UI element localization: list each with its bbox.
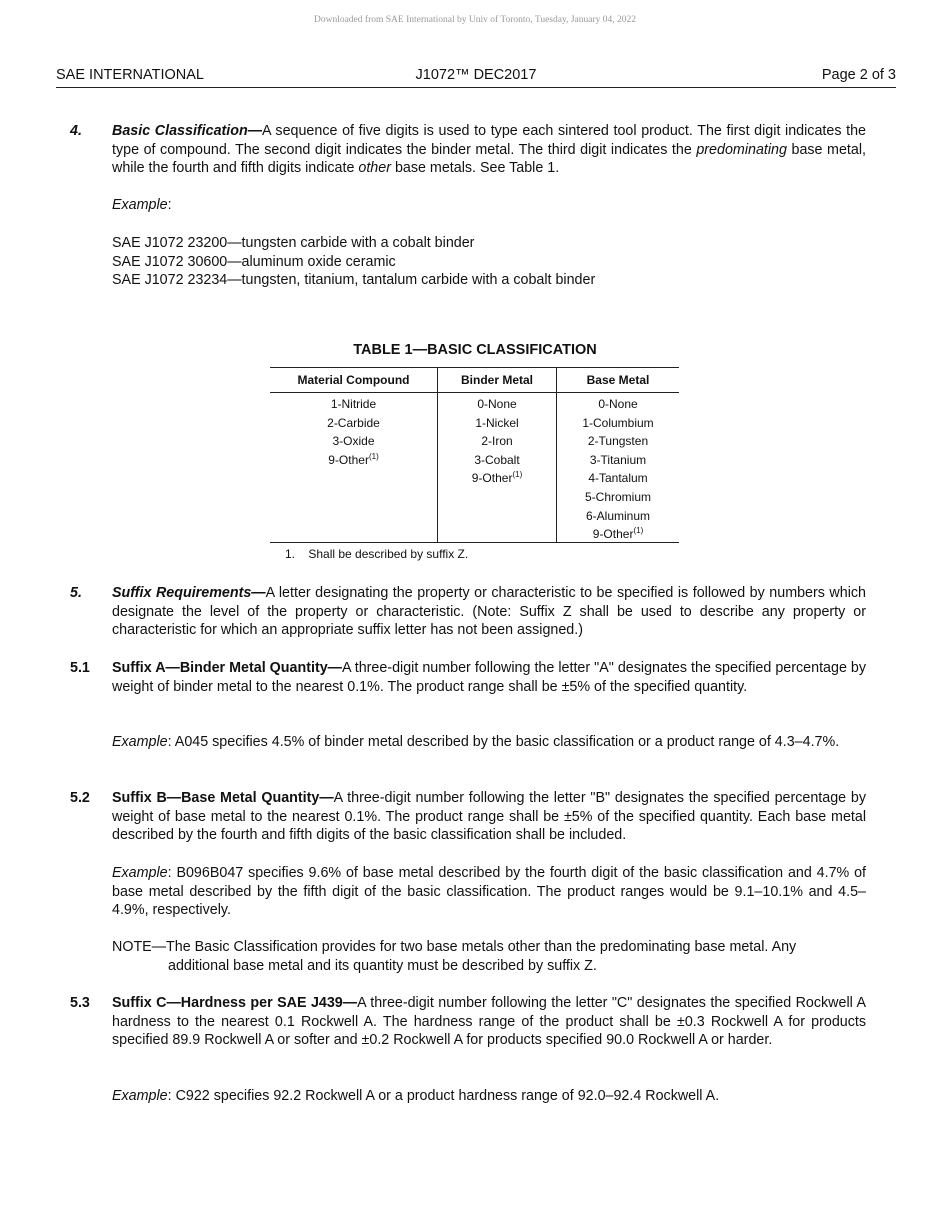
example-line: SAE J1072 30600—aluminum oxide ceramic: [112, 253, 396, 270]
footnote-mark: (1): [368, 451, 379, 461]
section-5-2-example: Example: B096B047 specifies 9.6% of base metal described by the fourth digit of the basic classification and 4.7% of base metal described by the fifth digit of the basic classification. The product ranges would be 9.1–10.1% and 4.5–4.9%, respectively.: [112, 865, 866, 919]
section-5-2-note: NOTE—The Basic Classification provides for two base metals other than the predominating base metal. Any additional base metal and its quantity must be described by suffix Z.: [112, 939, 797, 974]
section-4-number: 4.: [70, 123, 82, 139]
table-cell: 2-Iron: [481, 434, 513, 449]
table-cell: 1-Nickel: [475, 415, 519, 430]
section-5-paragraph: Suffix Requirements—A letter designating the property or characteristic to be specified is followed by numbers which designate the level of the property or characteristic. (Note: Suffix Z shall be used to describe any property or characteristic for which an appropriate suffix letter has not been assigned.): [112, 585, 866, 639]
section-5-1-number: 5.1: [70, 660, 90, 676]
table-header: Material Compound: [270, 368, 437, 393]
table-cell: 5-Chromium: [584, 489, 651, 504]
section-5-3-number: 5.3: [70, 995, 90, 1011]
page-header: [56, 65, 896, 88]
download-watermark: Downloaded from SAE International by Univ of Toronto, Tuesday, January 04, 2022: [313, 15, 637, 25]
table-caption: TABLE 1—BASIC CLASSIFICATION: [353, 342, 597, 358]
table-cell: 3-Cobalt: [474, 452, 520, 467]
section-4-example-label: Example:: [112, 197, 172, 213]
section-5-1-example: Example: A045 specifies 4.5% of binder metal described by the basic classification or a product range of 4.3–4.7%.: [112, 734, 840, 750]
table-cell: 0-None: [477, 397, 517, 411]
section-4-title: Basic Classification—: [112, 123, 263, 139]
page-number: Page 2 of 3: [821, 67, 896, 83]
table-cell: 4-Tantalum: [588, 471, 648, 486]
table-header: Binder Metal: [438, 368, 556, 393]
section-5-title: Suffix Requirements—: [112, 585, 266, 601]
table-column-compound: [270, 368, 438, 542]
classification-table: [270, 367, 679, 543]
table-cell: 0-None: [598, 397, 638, 411]
section-5-2-paragraph: Suffix B—Base Metal Quantity—A three-digit number following the letter "B" designates the specified percentage by weight of base metal to the nearest 0.1%. The product range shall be ±5% of the specified quantity. Each base metal described by the fourth and fifth digits of the basic classification shall be included.: [112, 790, 866, 844]
table-cell: 2-Tungsten: [587, 434, 649, 449]
footnote-mark: (1): [512, 470, 523, 480]
table-cell: 1-Nitride: [330, 397, 377, 411]
table-cell: 3-Oxide: [332, 434, 375, 449]
table-header: Base Metal: [557, 368, 679, 393]
table-column-base: [557, 368, 679, 542]
table-cell: 6-Aluminum: [585, 508, 651, 523]
section-5-3-paragraph: Suffix C—Hardness per SAE J439—A three-digit number following the letter "C" designates the specified Rockwell A hardness to the nearest 0.1 Rockwell A. The hardness range of the product shall be ±0.3 Rockwell A for products specified 89.9 Rockwell A or softer and ±0.2 Rockwell A for products specified 90.0 Rockwell A or harder.: [112, 995, 866, 1049]
example-line: SAE J1072 23234—tungsten, titanium, tantalum carbide with a cobalt binder: [112, 272, 596, 289]
example-line: SAE J1072 23200—tungsten carbide with a cobalt binder: [112, 235, 475, 251]
table-cell: 9-Other$^{(1)}$: [592, 526, 644, 542]
section-5-1-paragraph: Suffix A—Binder Metal Quantity—A three-digit number following the letter "A" designates the specified percentage by weight of binder metal to the nearest 0.1%. The product range shall be ±5% of the specified quantity.: [112, 660, 867, 695]
section-5-2-title: Suffix B—Base Metal Quantity—: [112, 790, 334, 806]
section-5-3-example: Example: C922 specifies 92.2 Rockwell A or a product hardness range of 92.0–92.4 Rockwell A.: [112, 1088, 720, 1104]
section-5-2-number: 5.2: [70, 790, 90, 806]
section-5-number: 5.: [70, 585, 82, 601]
footnote-mark: (1): [633, 526, 644, 536]
document-id: J1072™ DEC2017: [415, 67, 537, 83]
table-cell: 9-Other$^{(1)}$: [471, 470, 523, 486]
table-cell: 2-Carbide: [327, 415, 380, 430]
section-5-1-title: Suffix A—Binder Metal Quantity—: [112, 660, 342, 676]
table-column-binder: [438, 368, 557, 542]
table-cell: 1-Columbium: [582, 415, 654, 430]
section-5-3-title: Suffix C—Hardness per SAE J439—: [112, 995, 358, 1011]
section-4-paragraph: Basic Classification—A sequence of five digits is used to type each sintered tool product. The first digit indicates the type of compound. The second digit indicates the binder metal. The third digit indicates the predominating base metal, while the fourth and fifth digits indicate other base metals. See Table 1.: [112, 123, 866, 177]
section-4-examples: [112, 234, 866, 290]
table-cell: 9-Other$^{(1)}$: [328, 451, 379, 467]
table-cell: 3-Titanium: [589, 452, 647, 467]
table-footnote: 1. Shall be described by suffix Z.: [285, 547, 469, 561]
publisher-name: SAE INTERNATIONAL: [56, 67, 204, 83]
